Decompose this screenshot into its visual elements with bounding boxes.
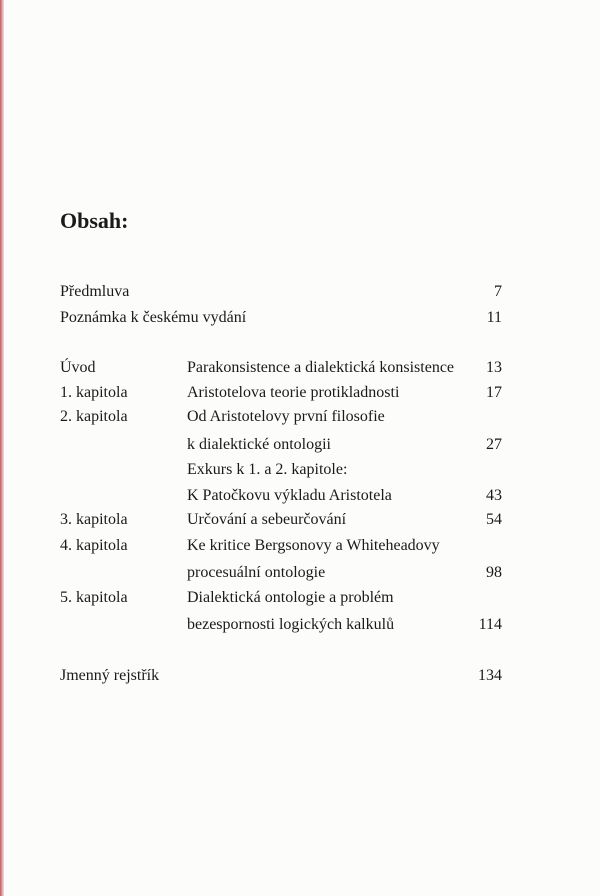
chapter-title: procesuální ontologie [187,564,326,581]
entry-page: 43 [486,487,502,504]
toc-entry-chapter-3 [0,511,600,533]
chapter-label: 3. kapitola [60,511,128,528]
chapter-title: bezespornosti logických kalkulů [187,616,395,633]
chapter-title: Určování a sebeurčování [187,511,347,528]
entry-label: Poznámka k českému vydání [60,309,247,326]
chapter-label: 1. kapitola [60,384,128,401]
toc-entry-chapter-2 [0,408,600,430]
chapter-title: Parakonsistence a dialektická konsistence [187,359,455,376]
toc-entry-chapter-2-cont [0,436,600,458]
chapter-label: 4. kapitola [60,537,128,554]
toc-entry-predmluva [0,283,600,305]
toc-entry-rejstrik [0,667,600,689]
chapter-title: Od Aristotelovy první filosofie [187,408,385,425]
entry-page: 13 [486,359,502,376]
entry-label: Předmluva [60,283,130,300]
entry-page: 98 [486,564,502,581]
toc-entry-chapter-4 [0,537,600,559]
entry-page: 134 [478,667,502,684]
entry-page: 54 [486,511,502,528]
entry-label: Jmenný rejstřík [60,667,160,684]
toc-entry-exkurs [0,461,600,483]
chapter-title: Aristotelova teorie protikladnosti [187,384,400,401]
entry-page: 11 [486,309,502,326]
toc-entry-chapter-1 [0,384,600,406]
chapter-title: Exkurs k 1. a 2. kapitole: [187,461,348,478]
toc-title: Obsah: [60,208,129,233]
toc-entry-chapter-5 [0,589,600,611]
chapter-title: Ke kritice Bergsonovy a Whiteheadovy [187,537,440,554]
toc-entry-poznamka [0,309,600,331]
chapter-title: k dialektické ontologii [187,436,331,453]
entry-page: 114 [478,616,502,633]
chapter-title: Dialektická ontologie a problém [187,589,394,606]
chapter-label: 2. kapitola [60,408,128,425]
chapter-label: Úvod [60,359,96,376]
toc-entry-exkurs-cont [0,487,600,509]
toc-entry-uvod [0,359,600,381]
chapter-label: 5. kapitola [60,589,128,606]
toc-entry-chapter-5-cont [0,616,600,638]
entry-page: 27 [486,436,502,453]
chapter-title: K Patočkovu výkladu Aristotela [187,487,392,504]
entry-page: 17 [486,384,502,401]
entry-page: 7 [494,283,502,300]
toc-entry-chapter-4-cont [0,564,600,586]
